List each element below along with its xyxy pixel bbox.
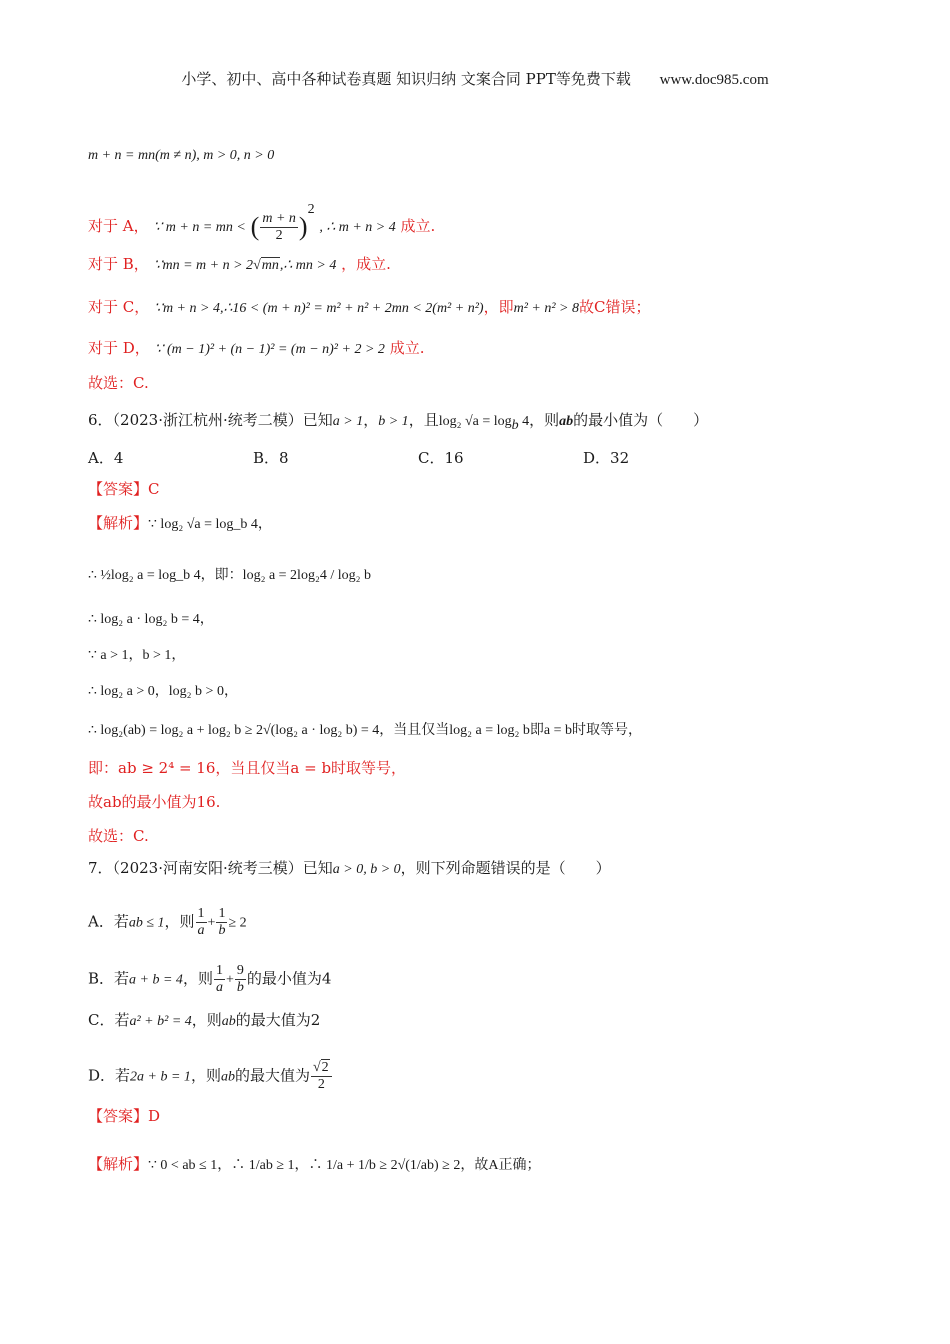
q7-option-d[interactable]: D．若2a + b = 1，则ab的最大值为 $\frac{√2}{2}$ bbox=[88, 1060, 333, 1093]
q5-a-fraction: $\frac{m + n}{2}$ bbox=[262, 210, 296, 243]
q5-a-suffix: 成立. bbox=[400, 217, 436, 235]
q6-analysis-2: ∴ ½log₂ a = log_b 4，即：log₂ a = 2log₂4 / log₂ b bbox=[88, 568, 371, 583]
q5-option-a-analysis: 对于 A， ∵ m + n = mn < ( $\frac{m + n}{2}$ )$^2$ , ∴ m + n > 4 成立. bbox=[88, 202, 436, 243]
q5-condition: m + n = mn(m ≠ n), m > 0, n > 0 bbox=[88, 148, 275, 163]
q6-option-c[interactable]: C．16 bbox=[418, 449, 464, 467]
q7-source: （2023·河南安阳·统考三模）已知 bbox=[112, 859, 333, 877]
q5-c-suffix: 故C错误； bbox=[578, 298, 651, 316]
q6-analysis-3: ∴ log₂ a · log₂ b = 4， bbox=[88, 612, 214, 627]
q6-option-a[interactable]: A．4 bbox=[88, 449, 124, 467]
q5-c-prefix: 对于 C， bbox=[88, 298, 150, 316]
q6-analysis-6: ∴ log₂(ab) = log₂ a + log₂ b ≥ 2√(log₂ a · log₂ b) = 4，当且仅当log₂ a = log₂ b即a = b时取等号， bbox=[88, 723, 643, 738]
q5-b-math-post: ,∴ mn > 4 bbox=[279, 258, 337, 273]
page-header bbox=[0, 68, 950, 89]
q6-stem: 6．（2023·浙江杭州·统考二模）已知a > 1，b > 1，且log₂ $√a = \log_b 4$，则ab的最小值为（ ） bbox=[88, 411, 709, 433]
q6-select: 故选：C. bbox=[88, 827, 149, 845]
q5-c-math: ∵m + n > 4,∴16 < (m + n)² = m² + n² + 2mn < 2(m² + n²) bbox=[154, 301, 484, 316]
q6-answer: 【答案】C bbox=[88, 480, 160, 498]
q6-option-b[interactable]: B．8 bbox=[253, 449, 289, 467]
q5-option-c-analysis: 对于 C， ∵m + n > 4,∴16 < (m + n)² = m² + n² + 2mn < 2(m² + n²)，即m² + n² > 8故C错误； bbox=[88, 298, 651, 316]
q7-option-a[interactable]: A．若ab ≤ 1，则 $\frac{1}{a}$ + $\frac{1}{b}$ ≥ 2 bbox=[88, 906, 247, 938]
q5-d-suffix: 成立. bbox=[389, 339, 425, 357]
q5-a-math-pre: ∵ m + n = mn < bbox=[153, 220, 246, 235]
q6-options bbox=[88, 448, 748, 468]
q5-a-prefix: 对于 A， bbox=[88, 217, 149, 235]
q6-option-d[interactable]: D．32 bbox=[583, 449, 630, 467]
q6-analysis-8: 故ab的最小值为16. bbox=[88, 793, 221, 811]
q5-option-d-analysis bbox=[88, 338, 424, 360]
q6-source: （2023·浙江杭州·统考二模）已知 bbox=[112, 411, 333, 429]
q5-b-sqrt: mn bbox=[261, 258, 279, 273]
q6-analysis-4: ∵ a > 1，b > 1， bbox=[88, 648, 186, 663]
q7-answer-value: D bbox=[148, 1107, 161, 1125]
q5-d-math: ∵ (m − 1)² + (n − 1)² = (m − n)² + 2 > 2 bbox=[154, 342, 385, 357]
q5-b-suffix: ，成立. bbox=[341, 255, 391, 273]
q7-option-b[interactable]: B．若a + b = 4，则 $\frac{1}{a}$ + $\frac{9}{b}$ 的最小值为4 bbox=[88, 963, 332, 995]
q5-option-b-analysis: 对于 B， ∵mn = m + n > 2√mn,∴ mn > 4 ，成立. bbox=[88, 255, 391, 273]
q6-analysis-7: 即：ab ≥ 2⁴ = 16，当且仅当a = b时取等号， bbox=[88, 759, 407, 777]
q7-option-c[interactable]: C．若a² + b² = 4，则ab的最大值为2 bbox=[88, 1011, 321, 1029]
q5-b-prefix: 对于 B， bbox=[88, 255, 149, 273]
q6-analysis-1: 【解析】∵ log₂ √a = log_b 4， bbox=[88, 514, 272, 532]
q6-answer-value: C bbox=[148, 480, 160, 498]
header-text: 小学、初中、高中各种试卷真题 知识归纳 文案合同 PPT等免费下载 bbox=[181, 70, 631, 88]
q7-analysis: 【解析】∵ 0 < ab ≤ 1，∴ 1/ab ≥ 1，∴ 1/a + 1/b ≥ 2√(1/ab) ≥ 2，故A正确； bbox=[88, 1155, 541, 1173]
q5-d-prefix: 对于 D， bbox=[88, 339, 150, 357]
q5-select: 故选：C. bbox=[88, 374, 149, 392]
header-url[interactable]: www.doc985.com bbox=[659, 72, 769, 88]
q7-stem: 7．（2023·河南安阳·统考三模）已知a > 0, b > 0，则下列命题错误的是（ ） bbox=[88, 859, 611, 877]
q7-answer: 【答案】D bbox=[88, 1107, 161, 1125]
q5-a-math-post: , ∴ m + n > 4 bbox=[319, 220, 396, 235]
q7-analysis-text: ∵ 0 < ab ≤ 1，∴ 1/ab ≥ 1，∴ 1/a + 1/b ≥ 2√(1/ab) ≥ 2，故A正确； bbox=[148, 1158, 541, 1173]
q6-analysis-5: ∴ log₂ a > 0，log₂ b > 0， bbox=[88, 684, 238, 699]
q5-b-math-pre: ∵mn = m + n > 2 bbox=[153, 258, 254, 273]
